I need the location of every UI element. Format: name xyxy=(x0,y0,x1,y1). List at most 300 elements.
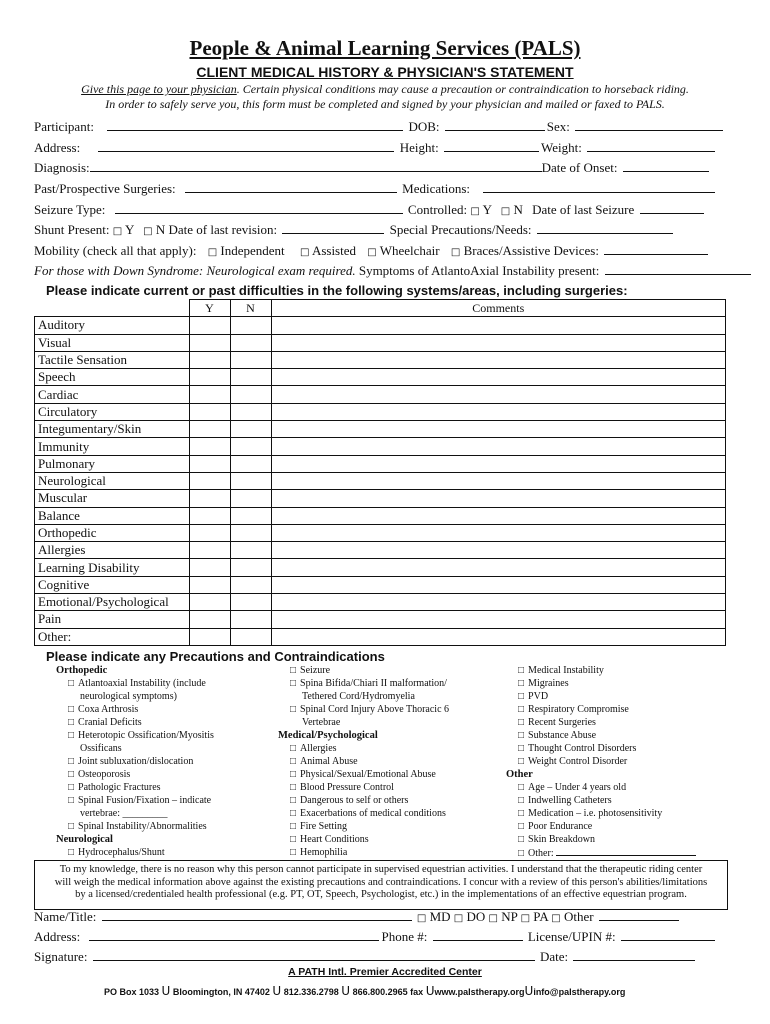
date-field[interactable] xyxy=(573,948,695,961)
checkbox-icon[interactable]: □ xyxy=(68,782,75,793)
precaution-item[interactable] xyxy=(506,742,698,755)
precaution-group-heading: Neurological xyxy=(56,834,113,845)
precaution-label: Dangerous to self or others xyxy=(300,795,409,806)
checkbox-icon[interactable]: □ xyxy=(290,665,297,676)
n-cell[interactable] xyxy=(230,403,271,420)
y-cell[interactable] xyxy=(189,594,230,611)
header-y: Y xyxy=(189,300,230,317)
n-cell[interactable] xyxy=(230,351,271,368)
precaution-label: Other: xyxy=(528,848,554,859)
precaution-item[interactable] xyxy=(278,742,449,755)
y-cell[interactable] xyxy=(189,576,230,593)
accredited-center: A PATH Intl. Premier Accredited Center xyxy=(288,966,482,978)
horseshoe-icon: Ս xyxy=(272,984,282,998)
precaution-label: Heterotopic Ossification/Myositis xyxy=(78,730,214,741)
y-cell[interactable] xyxy=(189,490,230,507)
table-header-row xyxy=(35,300,726,317)
physician-statement-box xyxy=(34,860,728,910)
other-label: Other xyxy=(563,909,594,924)
n-cell[interactable] xyxy=(230,438,271,455)
system-name: Emotional/Psychological xyxy=(35,594,190,611)
precaution-item[interactable] xyxy=(278,768,449,781)
n-cell[interactable] xyxy=(230,594,271,611)
system-name: Immunity xyxy=(35,438,190,455)
n-cell[interactable] xyxy=(230,559,271,576)
precaution-item[interactable] xyxy=(506,807,698,820)
checkbox-icon[interactable]: □ xyxy=(290,769,297,780)
checkbox-icon[interactable]: □ xyxy=(290,795,297,806)
n-cell[interactable] xyxy=(230,317,271,334)
precaution-label: Coxa Arthrosis xyxy=(78,704,139,715)
mobility-label: Mobility (check all that apply): xyxy=(34,243,197,258)
checkbox-icon[interactable]: □ xyxy=(68,769,75,780)
precaution-label: Tethered Cord/Hydromyelia xyxy=(302,691,415,702)
y-cell[interactable] xyxy=(189,455,230,472)
precaution-item[interactable] xyxy=(56,768,214,781)
table-row xyxy=(35,369,726,386)
n-cell[interactable] xyxy=(230,490,271,507)
system-name: Balance xyxy=(35,507,190,524)
y-cell[interactable] xyxy=(189,334,230,351)
assisted-label: Assisted xyxy=(311,243,356,258)
city: Bloomington, IN 47402 xyxy=(172,987,270,997)
seizure-type-field[interactable] xyxy=(115,201,403,214)
precaution-item[interactable] xyxy=(506,846,698,860)
checkbox-icon[interactable]: □ xyxy=(518,782,525,793)
phone: 812.336.2798 xyxy=(283,987,339,997)
system-name: Tactile Sensation xyxy=(35,351,190,368)
precaution-item[interactable] xyxy=(278,677,449,690)
checkbox-icon[interactable]: □ xyxy=(416,913,427,924)
checkbox-icon[interactable]: □ xyxy=(518,704,525,715)
checkbox-icon[interactable]: □ xyxy=(68,847,75,858)
system-name: Orthopedic xyxy=(35,524,190,541)
checkbox-icon[interactable]: □ xyxy=(68,704,75,715)
n-cell[interactable] xyxy=(230,611,271,628)
other-field[interactable] xyxy=(599,908,679,921)
comments-cell[interactable] xyxy=(271,421,726,438)
checkbox-icon[interactable]: □ xyxy=(518,678,525,689)
precaution-item[interactable] xyxy=(506,820,698,833)
address-label: Address: xyxy=(34,140,81,155)
address-row xyxy=(34,139,717,156)
system-name: Cardiac xyxy=(35,386,190,403)
precaution-item[interactable] xyxy=(56,729,214,742)
checkbox-icon[interactable]: □ xyxy=(518,665,525,676)
precaution-label: Joint subluxation/dislocation xyxy=(78,756,194,767)
table-row xyxy=(35,351,726,368)
checkbox-icon[interactable]: □ xyxy=(470,206,480,217)
precaution-label: Physical/Sexual/Emotional Abuse xyxy=(300,769,436,780)
other-precaution-field[interactable] xyxy=(556,846,696,856)
precaution-item[interactable] xyxy=(506,781,698,794)
precaution-label: Respiratory Compromise xyxy=(528,704,629,715)
precaution-item[interactable] xyxy=(506,690,698,703)
height-field[interactable] xyxy=(444,139,539,152)
n-cell[interactable] xyxy=(230,334,271,351)
precaution-item[interactable] xyxy=(506,729,698,742)
y-cell[interactable] xyxy=(189,369,230,386)
precaution-label: Substance Abuse xyxy=(528,730,597,741)
checkbox-icon[interactable]: □ xyxy=(290,704,297,715)
license-field[interactable] xyxy=(621,928,715,941)
precaution-label: Spina Bifida/Chiari II malformation/ xyxy=(300,678,447,689)
y-cell[interactable] xyxy=(189,559,230,576)
participant-row xyxy=(34,118,725,135)
checkbox-icon[interactable]: □ xyxy=(518,743,525,754)
checkbox-icon[interactable]: □ xyxy=(290,808,297,819)
checkbox-icon[interactable]: □ xyxy=(290,821,297,832)
checkbox-icon[interactable]: □ xyxy=(500,206,511,217)
checkbox-icon[interactable]: □ xyxy=(518,717,525,728)
dob-field[interactable] xyxy=(445,118,545,131)
comments-cell[interactable] xyxy=(271,611,726,628)
checkbox-icon[interactable]: □ xyxy=(68,821,75,832)
precaution-label: Cranial Deficits xyxy=(78,717,142,728)
precaution-label: Recent Surgeries xyxy=(528,717,596,728)
form-title: People & Animal Learning Services (PALS) xyxy=(189,36,581,60)
horseshoe-icon: Ս xyxy=(524,984,534,998)
special-field[interactable] xyxy=(537,221,673,234)
comments-cell[interactable] xyxy=(271,403,726,420)
horseshoe-icon: Ս xyxy=(425,984,435,998)
precaution-label: neurological symptoms) xyxy=(80,691,177,702)
checkbox-icon[interactable]: □ xyxy=(518,821,525,832)
precaution-item[interactable] xyxy=(278,664,449,677)
precaution-label: Seizure xyxy=(300,665,331,676)
intro-rest: . Certain physical conditions may cause a precaution or contraindication to horseback riding. xyxy=(236,82,689,96)
seizure-type-label: Seizure Type: xyxy=(34,202,106,217)
precaution-item xyxy=(56,807,214,820)
checkbox-icon[interactable]: □ xyxy=(290,847,297,858)
checkbox-icon[interactable]: □ xyxy=(488,913,498,924)
n-cell[interactable] xyxy=(230,386,271,403)
n-cell[interactable] xyxy=(230,576,271,593)
atlantoaxial-label: Symptoms of AtlantoAxial Instability present: xyxy=(355,263,600,278)
precaution-group-heading: Other xyxy=(506,769,533,780)
precautions-heading: Please indicate any Precautions and Contraindications xyxy=(46,649,385,664)
pa-label: PA xyxy=(533,909,549,924)
checkbox-icon[interactable]: □ xyxy=(518,834,525,845)
down-syndrome-row xyxy=(34,262,753,279)
controlled-y: Y xyxy=(482,202,492,217)
precaution-label: Medical Instability xyxy=(528,665,604,676)
checkbox-icon[interactable]: □ xyxy=(518,795,525,806)
precaution-item[interactable] xyxy=(278,833,449,846)
table-row xyxy=(35,559,726,576)
precaution-item[interactable] xyxy=(506,833,698,846)
checkbox-icon[interactable]: □ xyxy=(290,678,297,689)
precaution-item xyxy=(56,690,214,703)
md-label: MD xyxy=(429,909,451,924)
table-row xyxy=(35,317,726,334)
po-box: PO Box 1033 xyxy=(104,987,160,997)
special-label: Special Precautions/Needs: xyxy=(389,222,532,237)
table-row xyxy=(35,334,726,351)
table-row xyxy=(35,386,726,403)
physician-address-field[interactable] xyxy=(89,928,379,941)
name-title-row xyxy=(34,908,681,925)
independent-label: Independent xyxy=(220,243,285,258)
last-seizure-field[interactable] xyxy=(640,201,704,214)
y-cell[interactable] xyxy=(189,472,230,489)
checkbox-icon[interactable]: □ xyxy=(290,834,297,845)
date-onset-label: Date of Onset: xyxy=(541,160,618,175)
precautions-col-2 xyxy=(278,664,449,859)
checkbox-icon[interactable]: □ xyxy=(68,678,75,689)
n-cell[interactable] xyxy=(230,369,271,386)
n-cell[interactable] xyxy=(230,524,271,541)
physician-address-label: Address: xyxy=(34,929,81,944)
diagnosis-field[interactable] xyxy=(90,159,542,172)
table-row xyxy=(35,542,726,559)
header-comments: Comments xyxy=(271,300,726,317)
y-cell[interactable] xyxy=(189,542,230,559)
y-cell[interactable] xyxy=(189,611,230,628)
checkbox-icon[interactable]: □ xyxy=(68,717,75,728)
footer-contact xyxy=(104,984,625,998)
systems-table xyxy=(34,299,726,646)
precaution-item[interactable] xyxy=(506,677,698,690)
precaution-item[interactable] xyxy=(506,716,698,729)
fax: 866.800.2965 fax xyxy=(352,987,424,997)
signature-row xyxy=(34,948,697,965)
comments-cell[interactable] xyxy=(271,507,726,524)
name-title-label: Name/Title: xyxy=(34,909,97,924)
precaution-item[interactable] xyxy=(278,794,449,807)
down-syndrome-note: For those with Down Syndrome: Neurological exam required. xyxy=(34,263,356,278)
phone-field[interactable] xyxy=(433,928,523,941)
checkbox-icon[interactable]: □ xyxy=(551,913,561,924)
y-cell[interactable] xyxy=(189,507,230,524)
y-cell[interactable] xyxy=(189,524,230,541)
checkbox-icon[interactable]: □ xyxy=(290,782,297,793)
checkbox-icon[interactable]: □ xyxy=(68,756,75,767)
comments-cell[interactable] xyxy=(271,438,726,455)
precaution-label: Migraines xyxy=(528,678,569,689)
checkbox-icon[interactable]: □ xyxy=(518,691,525,702)
comments-cell[interactable] xyxy=(271,524,726,541)
precaution-item[interactable] xyxy=(506,664,698,677)
comments-cell[interactable] xyxy=(271,628,726,645)
table-row xyxy=(35,438,726,455)
phone-label: Phone #: xyxy=(381,929,428,944)
precaution-label: Ossificans xyxy=(80,743,122,754)
precaution-item[interactable] xyxy=(56,755,214,768)
precaution-item[interactable] xyxy=(56,794,214,807)
comments-cell[interactable] xyxy=(271,490,726,507)
precaution-item[interactable] xyxy=(278,781,449,794)
n-cell[interactable] xyxy=(230,628,271,645)
statement-line-1: To my knowledge, there is no reason why this person cannot participate in supervised equestrian activities. I understand that the therapeutic riding center xyxy=(59,864,703,875)
n-cell[interactable] xyxy=(230,421,271,438)
checkbox-icon[interactable]: □ xyxy=(367,247,377,258)
table-row xyxy=(35,403,726,420)
comments-cell[interactable] xyxy=(271,594,726,611)
last-revision-field[interactable] xyxy=(282,221,384,234)
system-name: Integumentary/Skin xyxy=(35,421,190,438)
comments-cell[interactable] xyxy=(271,559,726,576)
precaution-label: Fire Setting xyxy=(300,821,347,832)
braces-field[interactable] xyxy=(604,242,708,255)
precaution-label: Pathologic Fractures xyxy=(78,782,161,793)
y-cell[interactable] xyxy=(189,403,230,420)
y-cell[interactable] xyxy=(189,438,230,455)
precaution-item[interactable] xyxy=(278,846,449,859)
table-row xyxy=(35,611,726,628)
precaution-label: Blood Pressure Control xyxy=(300,782,394,793)
weight-label: Weight: xyxy=(540,140,582,155)
precaution-item xyxy=(278,716,449,729)
system-name: Circulatory xyxy=(35,403,190,420)
precaution-item[interactable] xyxy=(56,846,214,859)
precaution-item[interactable] xyxy=(506,703,698,716)
name-title-field[interactable] xyxy=(102,908,412,921)
precaution-label: Poor Endurance xyxy=(528,821,593,832)
y-cell[interactable] xyxy=(189,386,230,403)
table-row xyxy=(35,472,726,489)
table-row xyxy=(35,524,726,541)
precaution-item[interactable] xyxy=(506,755,698,768)
comments-cell[interactable] xyxy=(271,386,726,403)
intro-line-2: In order to safely serve you, this form must be completed and signed by your physician and mailed or faxed to PALS. xyxy=(105,97,665,111)
mobility-row xyxy=(34,242,710,259)
shunt-n: N xyxy=(155,222,166,237)
comments-cell[interactable] xyxy=(271,369,726,386)
system-name: Learning Disability xyxy=(35,559,190,576)
precaution-item[interactable] xyxy=(506,794,698,807)
intro-underlined: Give this page to your physician xyxy=(81,82,237,96)
precaution-label: vertebrae: _________ xyxy=(80,808,168,819)
precaution-label: Medication – i.e. photosensitivity xyxy=(528,808,663,819)
checkbox-icon[interactable]: □ xyxy=(207,247,218,258)
shunt-y: Y xyxy=(124,222,134,237)
system-name: Visual xyxy=(35,334,190,351)
braces-label: Braces/Assistive Devices: xyxy=(463,243,599,258)
system-name: Auditory xyxy=(35,317,190,334)
precaution-label: PVD xyxy=(528,691,549,702)
weight-field[interactable] xyxy=(587,139,715,152)
precaution-item[interactable] xyxy=(56,703,214,716)
sex-label: Sex: xyxy=(546,119,570,134)
checkbox-icon[interactable]: □ xyxy=(453,913,464,924)
precaution-item[interactable] xyxy=(278,703,449,716)
precaution-label: Hemophilia xyxy=(300,847,348,858)
system-name: Muscular xyxy=(35,490,190,507)
statement-line-3: by a licensed/credentialed health professional (e.g. PT, OT, Speech, Psychologist, etc.) in the implementations of an effective equestrian program. xyxy=(75,889,687,900)
surgeries-field[interactable] xyxy=(185,180,397,193)
comments-cell[interactable] xyxy=(271,576,726,593)
precaution-item xyxy=(56,742,214,755)
precaution-item[interactable] xyxy=(278,755,449,768)
precaution-item xyxy=(278,690,449,703)
comments-cell[interactable] xyxy=(271,455,726,472)
shunt-label: Shunt Present: xyxy=(34,222,110,237)
physician-address-row xyxy=(34,928,717,945)
medications-label: Medications: xyxy=(402,181,471,196)
comments-cell[interactable] xyxy=(271,334,726,351)
email-link[interactable]: info@palstherapy.org xyxy=(533,987,626,997)
table-row xyxy=(35,455,726,472)
precaution-item[interactable] xyxy=(56,716,214,729)
comments-cell[interactable] xyxy=(271,317,726,334)
checkbox-icon[interactable]: □ xyxy=(518,756,525,767)
checkbox-icon[interactable]: □ xyxy=(518,848,525,859)
comments-cell[interactable] xyxy=(271,351,726,368)
n-cell[interactable] xyxy=(230,507,271,524)
checkbox-icon[interactable]: □ xyxy=(450,247,461,258)
surgeries-label: Past/Prospective Surgeries: xyxy=(34,181,176,196)
precaution-label: Thought Control Disorders xyxy=(528,743,637,754)
precautions-col-3 xyxy=(506,664,698,860)
precaution-item[interactable] xyxy=(56,677,214,690)
checkbox-icon[interactable]: □ xyxy=(68,795,75,806)
precaution-label: Spinal Fusion/Fixation – indicate xyxy=(78,795,212,806)
systems-heading: Please indicate current or past difficulties in the following systems/areas, including surgeries: xyxy=(46,283,628,298)
precaution-item[interactable] xyxy=(278,807,449,820)
y-cell[interactable] xyxy=(189,351,230,368)
n-cell[interactable] xyxy=(230,472,271,489)
do-label: DO xyxy=(466,909,486,924)
checkbox-icon[interactable]: □ xyxy=(518,730,525,741)
checkbox-icon[interactable]: □ xyxy=(68,730,75,741)
form-subtitle: CLIENT MEDICAL HISTORY & PHYSICIAN'S STATEMENT xyxy=(196,64,574,80)
checkbox-icon[interactable]: □ xyxy=(112,226,123,237)
checkbox-icon[interactable]: □ xyxy=(518,808,525,819)
precaution-label: Skin Breakdown xyxy=(528,834,595,845)
date-onset-field[interactable] xyxy=(623,159,709,172)
table-row xyxy=(35,594,726,611)
surgeries-row xyxy=(34,180,717,197)
atlantoaxial-field[interactable] xyxy=(605,262,751,275)
y-cell[interactable] xyxy=(189,628,230,645)
signature-field[interactable] xyxy=(93,948,535,961)
comments-cell[interactable] xyxy=(271,542,726,559)
checkbox-icon[interactable]: □ xyxy=(143,226,153,237)
y-cell[interactable] xyxy=(189,317,230,334)
precaution-label: Heart Conditions xyxy=(300,834,369,845)
y-cell[interactable] xyxy=(189,421,230,438)
n-cell[interactable] xyxy=(230,542,271,559)
wheelchair-label: Wheelchair xyxy=(379,243,440,258)
system-name: Neurological xyxy=(35,472,190,489)
participant-field[interactable] xyxy=(107,118,403,131)
checkbox-icon[interactable]: □ xyxy=(290,743,297,754)
precaution-item[interactable] xyxy=(56,781,214,794)
license-label: License/UPIN #: xyxy=(527,929,616,944)
precaution-label: Exacerbations of medical conditions xyxy=(300,808,446,819)
precaution-label: Indwelling Catheters xyxy=(528,795,612,806)
precaution-item[interactable] xyxy=(56,820,214,833)
checkbox-icon[interactable]: □ xyxy=(290,756,297,767)
precaution-label: Allergies xyxy=(300,743,337,754)
address-field[interactable] xyxy=(98,139,394,152)
horseshoe-icon: Ս xyxy=(161,984,171,998)
n-cell[interactable] xyxy=(230,455,271,472)
medications-field[interactable] xyxy=(483,180,715,193)
checkbox-icon[interactable]: □ xyxy=(299,247,310,258)
comments-cell[interactable] xyxy=(271,472,726,489)
last-revision-label: Date of last revision: xyxy=(168,222,278,237)
precaution-item[interactable] xyxy=(278,820,449,833)
sex-field[interactable] xyxy=(575,118,723,131)
precaution-label: Age – Under 4 years old xyxy=(528,782,627,793)
diagnosis-label: Diagnosis: xyxy=(34,160,90,175)
system-name: Speech xyxy=(35,369,190,386)
website-link[interactable]: www.palstherapy.org xyxy=(434,987,525,997)
checkbox-icon[interactable]: □ xyxy=(520,913,531,924)
controlled-n: N xyxy=(513,202,523,217)
